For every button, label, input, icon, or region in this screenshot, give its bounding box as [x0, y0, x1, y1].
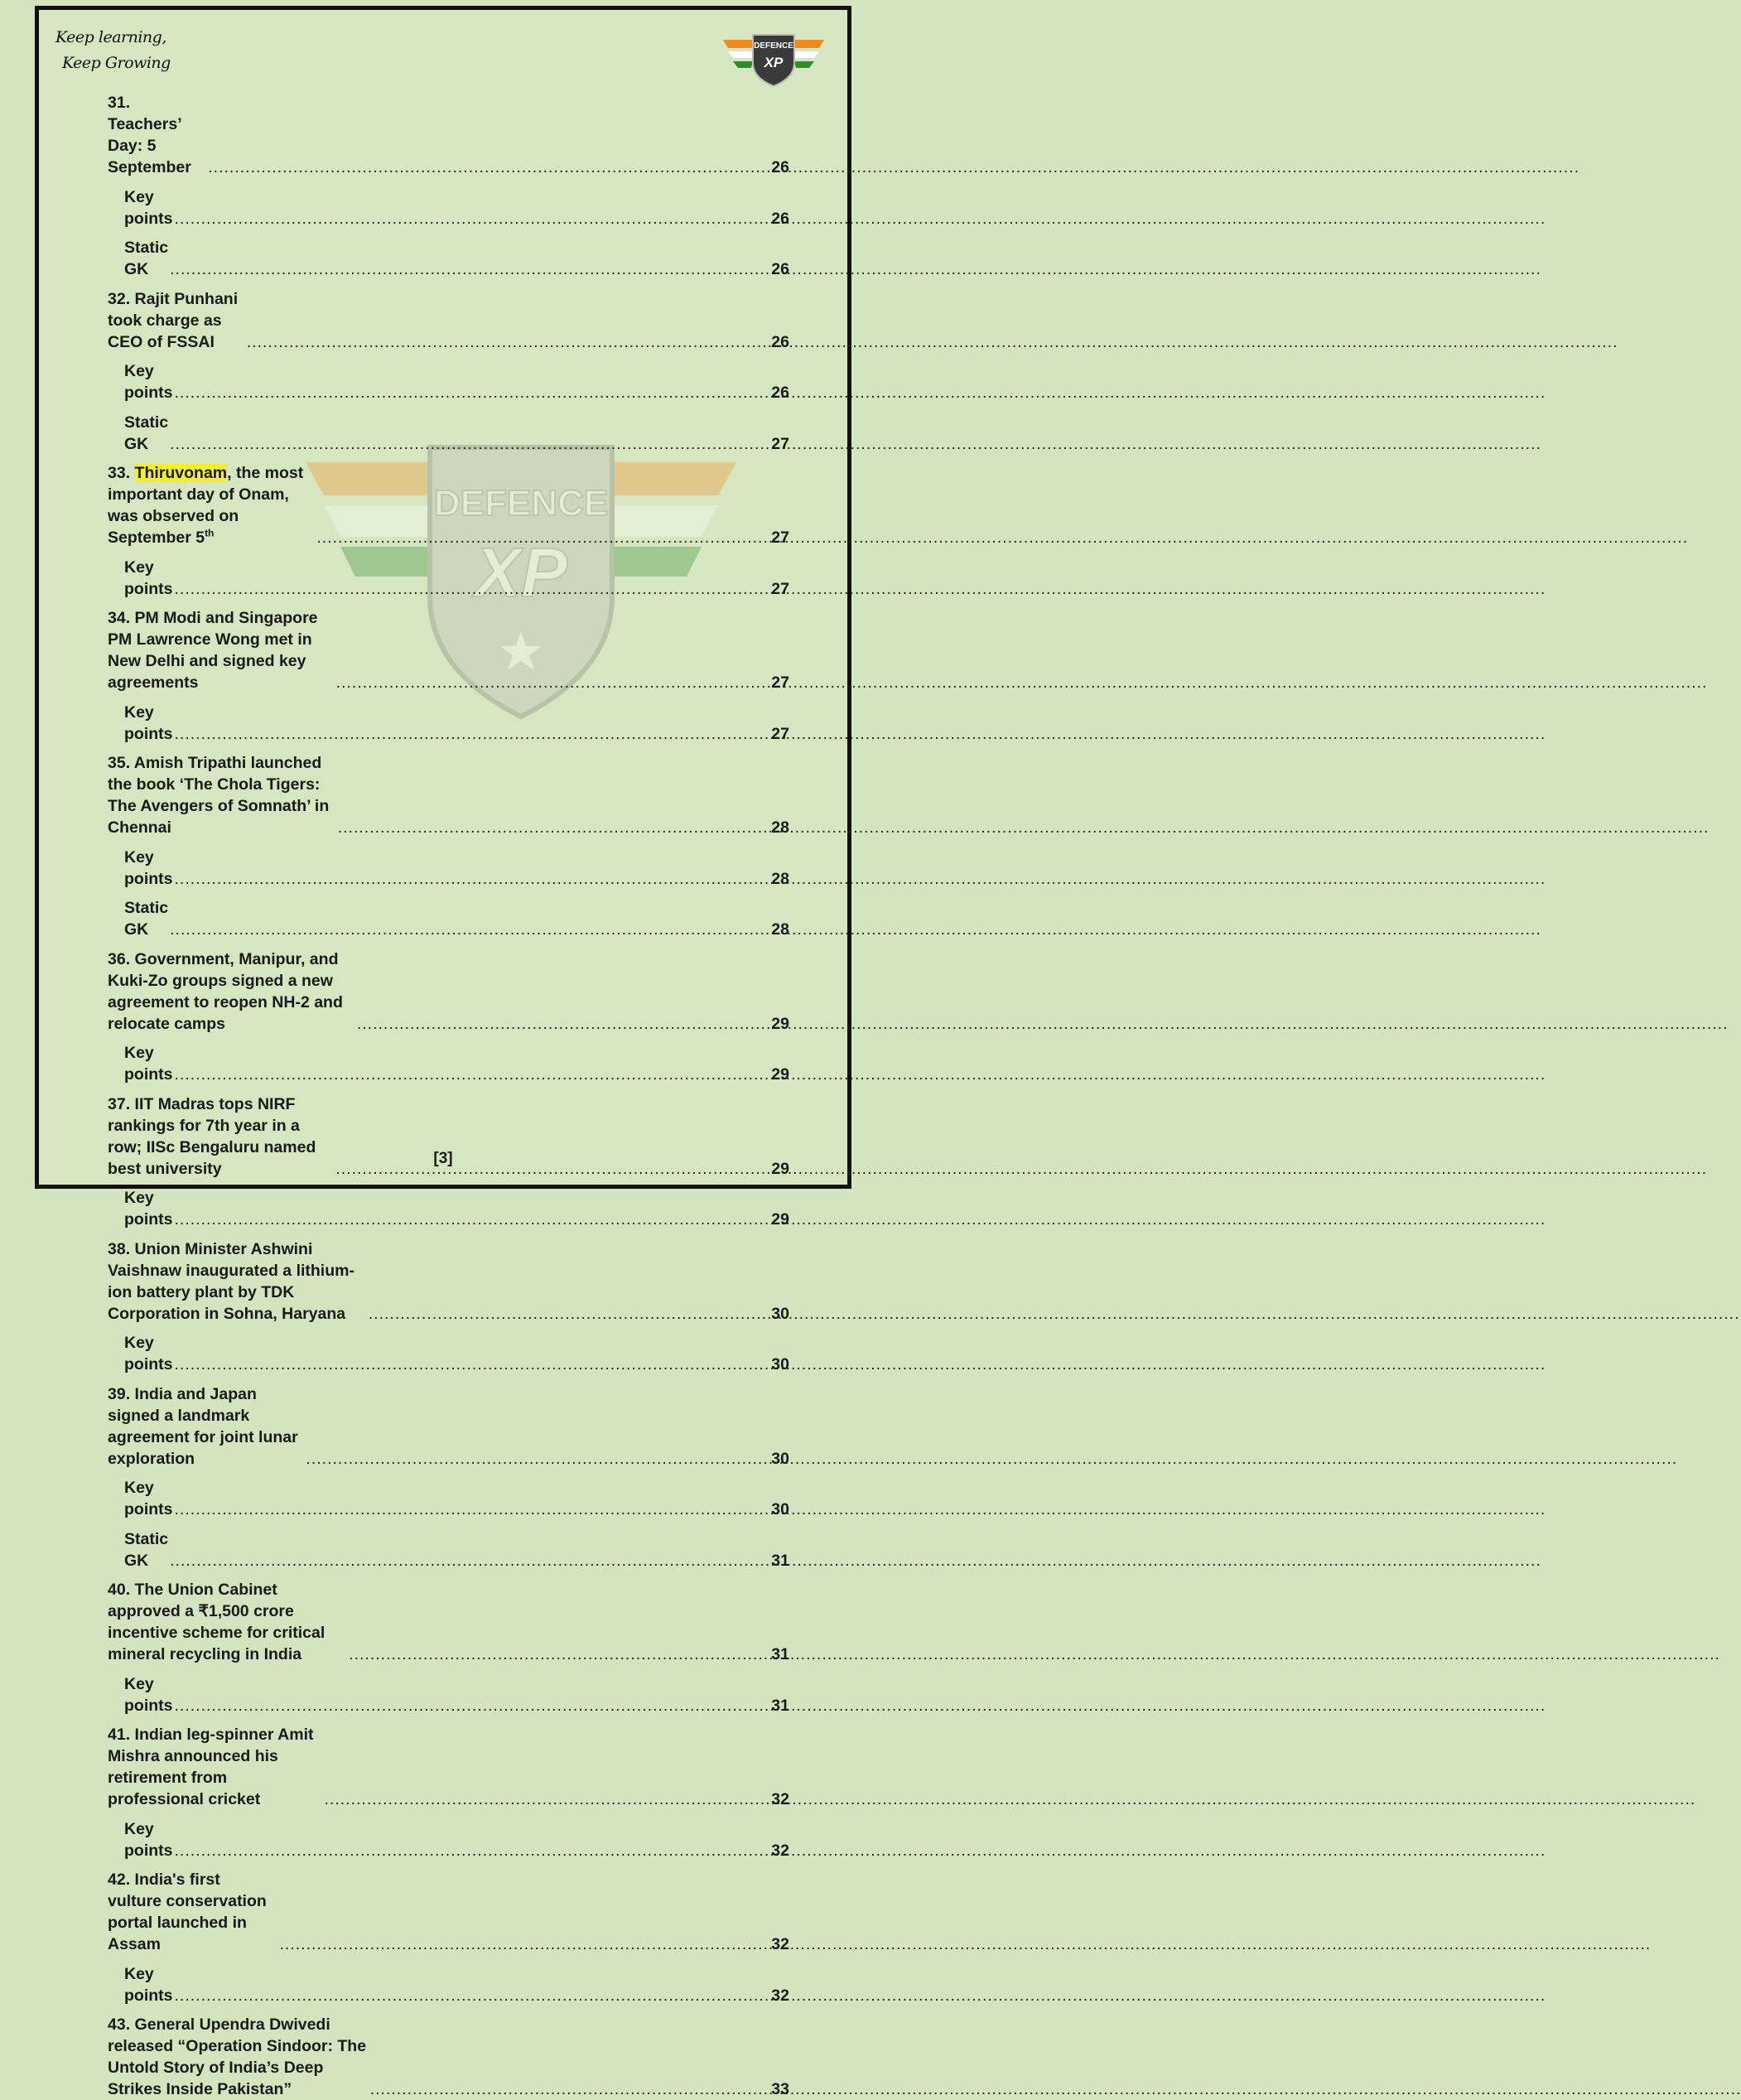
toc-entry-title: Key points	[124, 187, 173, 228]
toc-page-number: 26	[771, 209, 789, 228]
toc-page-number: 29	[771, 1014, 789, 1033]
dot-leader	[174, 1354, 769, 1375]
toc-entry-title: 31. Teachers’ Day: 5 September	[108, 94, 191, 176]
dot-leader	[316, 527, 769, 548]
toc-entry-title: Key points	[124, 558, 173, 598]
toc-entry-title: Static GK	[124, 239, 169, 278]
tagline	[55, 25, 171, 76]
toc-page-number: 29	[771, 1065, 789, 1084]
toc-entry[interactable]	[108, 1383, 789, 1470]
toc-subentry[interactable]	[108, 1528, 789, 1571]
toc-entry[interactable]	[108, 752, 789, 838]
dot-leader	[174, 1499, 769, 1520]
toc-entry-title: 37. IIT Madras tops NIRF rankings for 7th year in a row; IISc Bengaluru named best university	[108, 1094, 316, 1178]
toc-entry-title: Static GK	[124, 413, 169, 453]
toc-entry[interactable]	[108, 2014, 789, 2100]
toc-entry-title: 43. General Upendra Dwivedi released “Operation Sindoor: The Untold Story of India’s Deep Strikes Inside Pakistan”	[108, 2016, 367, 2098]
dot-leader	[170, 258, 769, 280]
dot-leader	[170, 433, 769, 455]
dot-leader	[370, 2078, 770, 2100]
dot-leader	[357, 1013, 769, 1035]
toc-page-number: 32	[771, 1790, 789, 1808]
toc-entry[interactable]	[108, 1869, 789, 1955]
toc-entry-title: 36. Government, Manipur, and Kuki-Zo groups signed a new agreement to reopen NH-2 and relocate camps	[108, 949, 343, 1033]
toc-entry-title: 39. India and Japan signed a landmark agreement for joint lunar exploration	[108, 1384, 298, 1468]
toc-entry-title: Key points	[124, 1044, 173, 1084]
toc-page-number: 30	[771, 1500, 789, 1518]
toc-entry[interactable]	[108, 1579, 789, 1665]
toc-page-number: 27	[771, 724, 789, 743]
toc-entry-title: 35. Amish Tripathi launched the book ‘The Chola Tigers: The Avengers of Somnath’ in Chennai	[108, 754, 330, 837]
tagline-line-2: Keep Growing	[62, 54, 171, 72]
dot-leader	[174, 1209, 769, 1230]
toc-subentry[interactable]	[108, 186, 789, 229]
toc-page-number: 31	[771, 1645, 789, 1663]
toc-title-suffix: , the most important day of Onam, was observed on September 5	[108, 464, 304, 547]
toc-page-number: 28	[771, 869, 789, 888]
toc-entry-title: Key points	[124, 847, 173, 888]
dot-leader	[174, 1695, 769, 1716]
dot-leader	[174, 1985, 769, 2006]
toc-page-number: 30	[771, 1355, 789, 1373]
toc-entry-title: Key points	[124, 362, 173, 402]
toc-page-number: 26	[771, 332, 789, 351]
toc-subentry[interactable]	[108, 237, 789, 280]
toc-entry-title: Key points	[124, 1189, 173, 1229]
dot-leader	[174, 578, 769, 600]
toc-page-number: 32	[771, 1935, 789, 1953]
toc-subentry[interactable]	[108, 897, 789, 940]
toc-entry-title: Static GK	[124, 1529, 169, 1570]
dot-leader	[369, 1303, 770, 1325]
dot-leader	[174, 1840, 769, 1861]
toc-page-number: 27	[771, 434, 789, 453]
toc-subentry[interactable]	[108, 1042, 789, 1085]
toc-subentry[interactable]	[108, 1963, 789, 2006]
toc-page-number: 32	[771, 1841, 789, 1860]
dot-leader	[349, 1644, 769, 1665]
toc-page-number: 26	[771, 260, 789, 278]
dot-leader	[174, 1064, 769, 1085]
toc-entry[interactable]	[108, 1724, 789, 1810]
toc-title-prefix: 33.	[108, 464, 135, 482]
toc-entry-title: Key points	[124, 1674, 173, 1715]
toc-subentry[interactable]	[108, 412, 789, 455]
toc-page-number: 30	[771, 1449, 789, 1468]
dot-leader	[170, 1550, 769, 1571]
toc-entry-title	[108, 462, 315, 548]
logo-text-bottom: XP	[764, 55, 784, 70]
toc-entry-title: 38. Union Minister Ashwini Vaishnaw inaugurated a lithium-ion battery plant by TDK Corporation in Sohna, Haryana	[108, 1239, 354, 1323]
dot-leader	[325, 1789, 770, 1810]
toc-page-number: 31	[771, 1696, 789, 1715]
toc-subentry[interactable]	[108, 847, 789, 890]
toc-subentry[interactable]	[108, 1673, 789, 1716]
highlighted-text: Thiruvonam	[134, 464, 228, 482]
toc-page-number: 27	[771, 529, 789, 547]
page-number: [3]	[433, 1150, 453, 1167]
toc-entry-title: 32. Rajit Punhani took charge as CEO of FSSAI	[108, 289, 239, 351]
toc-page-number: 31	[771, 1551, 789, 1570]
watermark-text-top: DEFENCE	[433, 483, 609, 524]
toc-entry-title: Static GK	[124, 899, 169, 939]
table-of-contents	[108, 92, 789, 2100]
defence-xp-logo	[723, 30, 824, 88]
toc-subentry[interactable]	[108, 557, 789, 600]
toc-page-number: 30	[771, 1304, 789, 1323]
toc-entry-title: Key points	[124, 702, 173, 743]
toc-entry-title: Key points	[124, 1479, 173, 1518]
toc-page-number: 33	[771, 2080, 789, 2098]
toc-subentry[interactable]	[108, 1818, 789, 1861]
dot-leader	[174, 208, 769, 229]
toc-entry[interactable]	[108, 92, 789, 178]
dot-leader	[280, 1933, 770, 1955]
toc-entry-title: 41. Indian leg-spinner Amit Mishra announced his retirement from professional cricket	[108, 1726, 314, 1808]
dot-leader	[338, 817, 770, 838]
toc-page-number: 29	[771, 1159, 789, 1178]
toc-page-number: 28	[771, 818, 789, 837]
toc-page-number: 26	[771, 384, 789, 402]
toc-subentry[interactable]	[108, 1332, 789, 1375]
toc-entry-title: 40. The Union Cabinet approved a ₹1,500 crore incentive scheme for critical mineral recycling in India	[108, 1581, 326, 1663]
tagline-line-1: Keep learning,	[55, 28, 166, 46]
toc-subentry[interactable]	[108, 1477, 789, 1520]
toc-entry[interactable]	[108, 949, 789, 1035]
document-page	[35, 6, 851, 2098]
toc-entry-title: Key points	[124, 1334, 173, 1373]
watermark-text-bottom: XP	[474, 533, 568, 611]
toc-page-number: 27	[771, 673, 789, 692]
toc-entry-title: Key points	[124, 1964, 173, 2005]
dot-leader	[174, 723, 769, 745]
toc-subentry[interactable]	[108, 1187, 789, 1230]
dot-leader	[306, 1448, 769, 1470]
toc-entry-title: 34. PM Modi and Singapore PM Lawrence Wong met in New Delhi and signed key agreements	[108, 609, 318, 692]
logo-text-top: DEFENCE	[754, 41, 793, 51]
dot-leader	[336, 672, 770, 693]
dot-leader	[170, 919, 769, 940]
toc-page-number: 27	[771, 579, 789, 598]
toc-page-number: 28	[771, 920, 789, 939]
toc-page-number: 26	[771, 158, 789, 176]
toc-page-number: 32	[771, 1986, 789, 2005]
dot-leader	[174, 382, 769, 403]
toc-entry[interactable]	[108, 1238, 789, 1325]
toc-entry-title: Key points	[124, 1819, 173, 1860]
toc-subentry[interactable]	[108, 360, 789, 403]
toc-subentry[interactable]	[108, 702, 789, 745]
dot-leader	[247, 331, 770, 353]
toc-entry[interactable]	[108, 462, 789, 548]
superscript: th	[205, 527, 215, 539]
toc-entry-title: 42. India's first vulture conservation portal launched in Assam	[108, 1871, 267, 1953]
toc-entry[interactable]	[108, 288, 789, 353]
dot-leader	[174, 868, 769, 890]
toc-entry[interactable]	[108, 607, 789, 693]
dot-leader	[208, 157, 769, 178]
toc-page-number: 29	[771, 1210, 789, 1229]
